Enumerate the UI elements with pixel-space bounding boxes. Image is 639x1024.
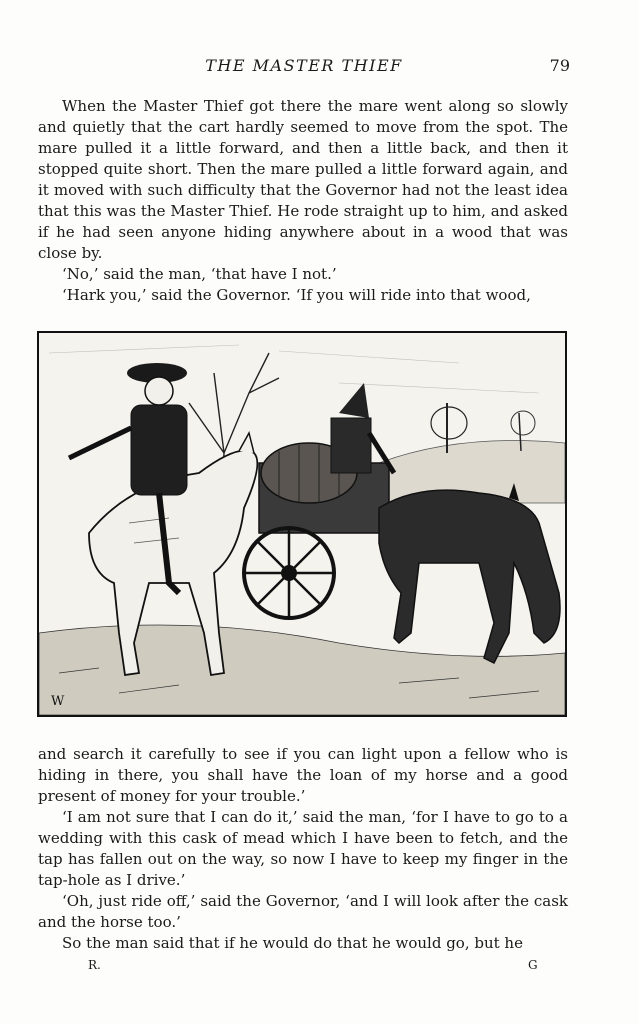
- sheet-letter: G: [528, 958, 538, 972]
- running-title: THE MASTER THIEF: [205, 56, 403, 75]
- cart-wheel: [244, 528, 334, 618]
- paragraph: and search it carefully to see if you can light upon a fellow who is hiding in there, you shall have the loan of my horse and a good present of money for your trouble.’: [38, 745, 568, 805]
- paragraph: ‘Oh, just ride off,’ said the Governor, ‘and I will look after the cask and the horse too.’: [38, 892, 568, 931]
- running-head: [38, 56, 570, 80]
- paragraph: ‘I am not sure that I can do it,’ said the man, ‘for I have to go to a wedding with this cask of mead which I have been to fetch, and the tap has fallen out on the way, so now I have to keep my finger in the tap-hole as I drive.’: [38, 808, 568, 889]
- engraving-drawing: [39, 333, 565, 715]
- engraving-illustration: [37, 331, 567, 717]
- sky-hatching: [49, 345, 539, 393]
- lower-text-block: [38, 744, 568, 954]
- paragraph: ‘No,’ said the man, ‘that have I not.’: [62, 265, 337, 283]
- upper-text-block: [38, 96, 568, 306]
- paragraph: When the Master Thief got there the mare went along so slowly and quietly that the cart hardly seemed to move from the spot. The mare pulled it a little forward, and then a little back, and then it stopped quite short. Then the mare pulled a little forward again, and it moved with such difficulty that the Governor had not the least idea that this was the Master Thief. He rode straight up to him, and asked if he had seen anyone hiding anywhere about in a wood that was close by.: [38, 97, 568, 262]
- printer-signature: R.: [88, 958, 101, 972]
- paragraph: So the man said that if he would do that he would go, but he: [62, 934, 523, 952]
- paragraph: ‘Hark you,’ said the Governor. ‘If you will ride into that wood,: [62, 286, 531, 304]
- mare: [379, 483, 560, 663]
- page-number: 79: [549, 56, 570, 75]
- master-thief-figure: [331, 383, 394, 473]
- artist-monogram: W: [51, 694, 65, 709]
- ground: [39, 625, 565, 715]
